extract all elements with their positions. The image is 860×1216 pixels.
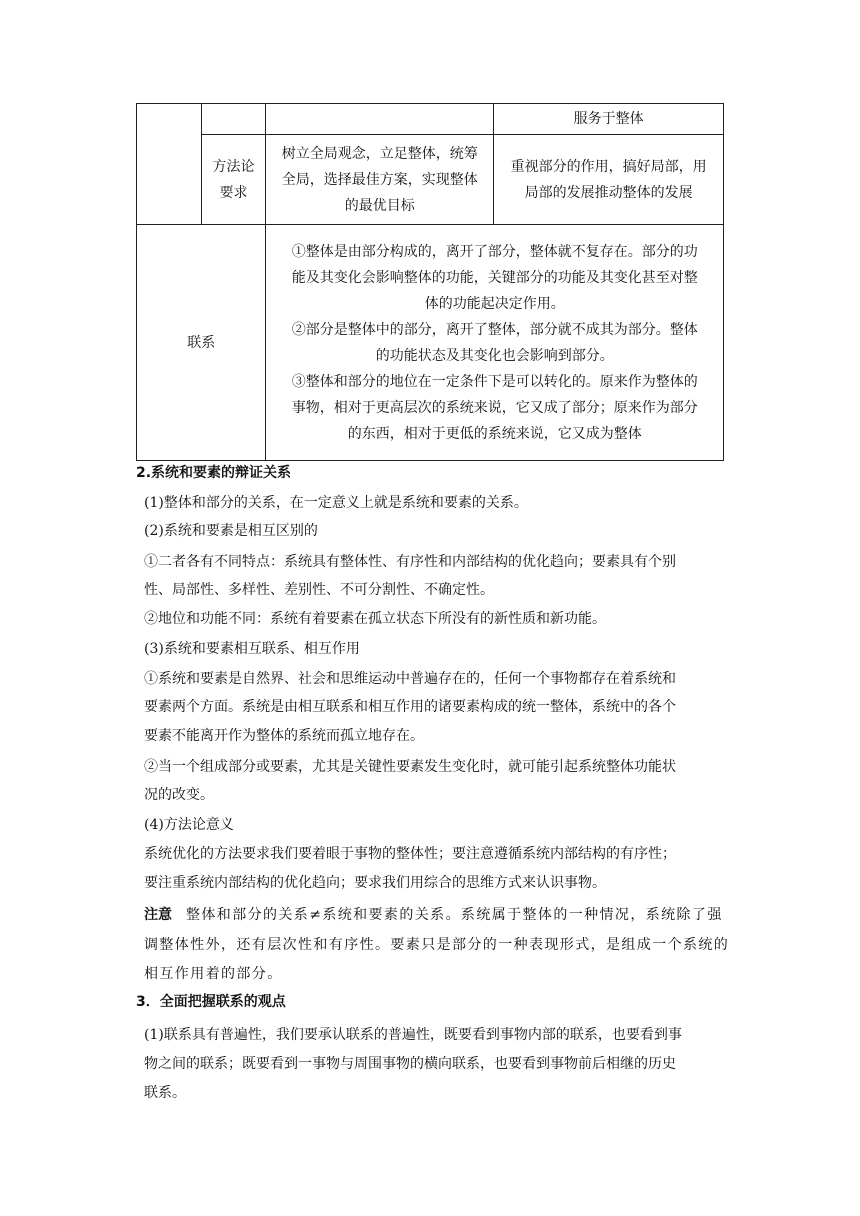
paragraph-line: 系统优化的方法要求我们要着眼于事物的整体性；要注意遵循系统内部结构的有序性； [144,846,676,862]
method-whole-line: 全局，选择最佳方案，实现整体 [281,171,478,188]
note-label: 注意 [144,907,172,923]
method-whole-line: 树立全局观念，立足整体，统筹 [281,145,478,162]
method-part-line: 重视部分的作用，搞好局部，用 [510,158,707,175]
paragraph-line: 联系。 [144,1085,186,1101]
method-part-cell [494,135,724,225]
paragraph-line: 要素两个方面。系统是由相互联系和相互作用的诸要素构成的统一整体，系统中的各个 [144,699,676,715]
paragraph-line: (4)方法论意义 [144,817,234,833]
relation-line: 能及其变化会影响整体的功能，关键部分的功能及其变化甚至对整 [291,269,698,286]
paragraph-line: ②当一个组成部分或要素，尤其是关键性要素发生变化时，就可能引起系统整体功能状 [144,759,676,775]
table-cell-empty [201,104,266,135]
relation-line: 事物，相对于更高层次的系统来说，它又成了部分；原来作为部分 [291,399,698,416]
relation-line: ③整体和部分的地位在一定条件下是可以转化的。原来作为整体的 [291,373,698,390]
paragraph-line: 况的改变。 [144,787,214,803]
table-cell-serve-whole: 服务于整体 [494,104,724,135]
note-line: 相互作用着的部分。 [144,966,283,982]
relation-label-cell: 联系 [137,225,266,461]
note-line [144,904,723,924]
table-row [137,135,724,225]
paragraph-line: (1)联系具有普遍性，我们要承认联系的普遍性，既要看到事物内部的联系，也要看到事 [144,1027,682,1043]
paragraph-line: 要素不能离开作为整体的系统而孤立地存在。 [144,728,424,744]
section-heading: 3．全面把握联系的观点 [136,994,286,1010]
table-cell-empty [266,104,494,135]
paragraph-line: 要注重系统内部结构的优化趋向；要求我们用综合的思维方式来认识事物。 [144,875,606,891]
relation-line: 的功能状态及其变化也会影响到部分。 [375,347,614,364]
relation-line: ②部分是整体中的部分，离开了整体，部分就不成其为部分。整体 [291,321,698,338]
table-cell-empty [137,104,202,225]
paragraph-line: (1)整体和部分的关系，在一定意义上就是系统和要素的关系。 [144,495,528,511]
section-heading: 2.系统和要素的辩证关系 [136,465,292,481]
note-line: 调整体性外，还有层次性和有序性。要素只是部分的一种表现形式，是组成一个系统的 [144,937,730,953]
paragraph-line: ①二者各有不同特点：系统具有整体性、有序性和内部结构的优化趋向；要素具有个别 [144,554,676,570]
paragraph-line: 物之间的联系；既要看到一事物与周围事物的横向联系，也要看到事物前后相继的历史 [144,1056,676,1072]
method-whole-cell [266,135,494,225]
table-row [137,104,724,135]
comparison-table [136,103,724,461]
paragraph-line: ②地位和功能不同：系统有着要素在孤立状态下所没有的新性质和新功能。 [144,611,606,627]
method-label-line: 要求 [219,184,248,201]
table-row [137,225,724,461]
method-label-cell [201,135,266,225]
relation-content-cell [266,225,724,461]
paragraph-line: 性、局部性、多样性、差别性、不可分割性、不确定性。 [144,582,494,598]
relation-line: 体的功能起决定作用。 [424,295,565,312]
paragraph-line: ①系统和要素是自然界、社会和思维运动中普遍存在的，任何一个事物都存在着系统和 [144,671,676,687]
paragraph-line: (3)系统和要素相互联系、相互作用 [144,641,360,657]
method-whole-line: 的最优目标 [344,197,415,214]
method-label-line: 方法论 [212,158,255,175]
method-part-line: 局部的发展推动整体的发展 [524,184,693,201]
relation-line: ①整体是由部分构成的，离开了部分，整体就不复存在。部分的功 [291,243,698,260]
paragraph-line: (2)系统和要素是相互区别的 [144,523,318,539]
relation-line: 的东西，相对于更低的系统来说，它又成为整体 [347,425,642,442]
note-text: 整体和部分的关系≠系统和要素的关系。系统属于整体的一种情况，系统除了强 [186,907,723,923]
